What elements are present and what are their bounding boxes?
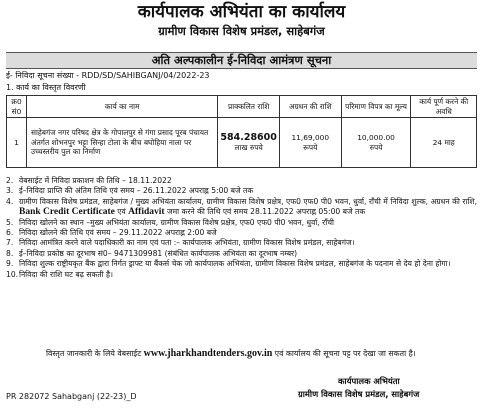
item-number: 4.	[6, 196, 14, 206]
item-text-part: जमा करने की तिथि एवं समय 28.11.2022 अपराह्न 05:00 बजे तक	[166, 207, 366, 217]
list-item	[6, 259, 477, 269]
col-header-cost: प्राक्कलित राशि	[218, 96, 280, 118]
col-header-emd: अग्रधन की राशि	[279, 96, 341, 118]
cost-unit: लाख रुपये	[234, 142, 263, 152]
notice-items	[6, 176, 477, 280]
list-item	[6, 228, 477, 238]
item-text: निविदा खोलने का स्थान –मुख्य अभियंता कार्यालय, ग्रामीण विकास विशेष प्रक्षेत्र, एफ0 एफ0 पी0 भवन, धुर्वा, राँची	[19, 217, 334, 227]
emd-value: 11,69,000	[291, 133, 330, 142]
col-header-name: कार्य का नाम	[26, 96, 217, 118]
item-number: 9.	[6, 259, 14, 269]
item-text: निविदा शुल्क राष्ट्रीयकृत बैंक द्वारा निर्गत ड्राफ्ट या बैंकर्स चेक जो कार्यपालक अभियंता, ग्रामीण विकास विशेष प्रमंडल, साहेबगंज के पदनाम से देय हो देना होगा।	[19, 259, 451, 269]
item-text: वेबसाईट में निविदा प्रकाशन की तिथि – 18.11.2022	[19, 176, 172, 185]
item-text: निविदा खोलने की तिथि एवं समय – 29.11.2022 अपराह्न 2:00 बजे	[19, 228, 217, 238]
emd-unit: रूपये	[303, 142, 318, 152]
list-item	[6, 218, 477, 228]
item-text: ई–निविदा प्राप्ति की अंतिम तिथि एवं समय – 26.11.2022 अपराह्न 5:00 बजे तक	[19, 186, 254, 196]
work-details-table	[6, 95, 477, 168]
affidavit: Affidavit	[128, 207, 165, 218]
item-number: 2.	[6, 176, 14, 185]
item-number: 5.	[6, 217, 14, 227]
list-item	[6, 238, 477, 248]
notice-number: ई- निविदा सूचना संख्या - RDD/SD/SAHIBGANJ/04/2022-23	[6, 71, 210, 80]
pr-number: PR 282072 Sahabganj (22-23)_D	[6, 392, 137, 401]
list-item	[6, 197, 477, 218]
cell-doc-fee	[341, 118, 411, 168]
col-header-period: कार्य पूर्ण करने की अवधि	[411, 96, 477, 118]
list-item	[6, 270, 477, 280]
item-text-part: एवं	[117, 207, 126, 217]
col-header-doc-fee: परिमाण विपत्र का मूल्य	[341, 96, 411, 118]
office-title: कार्यपालक अभियंता का कार्यालय	[137, 2, 346, 22]
item-text: निविदा की राशि घट बढ़ सकती है।	[19, 269, 113, 279]
item-number: 8.	[6, 248, 14, 258]
fee-unit: रुपये	[369, 142, 383, 152]
cell-cost	[218, 118, 280, 168]
cell-sno: 1	[7, 118, 27, 168]
item-text: ई–निविदा प्रकोष्ठ का दूरभाष सं0– 9471309981 (संबंधित कार्यपालक अभियंता का दूरभाष नम्बर)	[19, 248, 298, 258]
fee-value: 10,000.00	[357, 133, 395, 142]
table-row	[7, 118, 477, 168]
item-number: 10.	[6, 269, 19, 279]
signature-office: ग्रामीण विकास विशेष प्रमंडल, साहेबगंज	[298, 389, 420, 399]
item-text: निविदा आमंत्रित करने वाले पदाधिकारी का नाम एवं पता :– कार्यपालक अभियंता, ग्रामीण विकास विशेष प्रमंडल, साहेबगंज।	[19, 238, 355, 248]
cell-period: 24 माह	[411, 118, 477, 168]
list-item	[6, 186, 477, 196]
item-number: 7.	[6, 238, 14, 248]
cell-emd	[279, 118, 341, 168]
col-header-sno: क्र0 सं0	[7, 96, 27, 118]
notice-heading: अति अल्पकालीन ई-निविदा आमंत्रण सूचना	[6, 52, 477, 69]
item-number: 3.	[6, 186, 14, 196]
signature-designation: कार्यपालक अभियंता	[338, 376, 400, 386]
item-1-heading: 1. कार्य का विस्तृत विवरणी	[6, 83, 86, 92]
item-number: 6.	[6, 228, 14, 238]
more-info-pre: विस्तृत जानकारी के लिये वेबसाईट	[46, 349, 142, 358]
table-header-row	[7, 96, 477, 118]
bank-credit-certificate: Bank Credit Certificate	[19, 207, 115, 218]
item-text-part: ग्रामीण विकास विशेष प्रमंडल, साहेबगंज / मुख्य अभियंता कार्यालय, ग्रामीण विकास विशेष प्रक्षेत्र, एफ0 एफ0 पी0 भवन, धुर्वा, राँची में निविदा शुल्क, अग्रधन की राशि,	[19, 196, 477, 206]
more-info-post: एवं कार्यालय की सूचना पट्ट पर देखा जा सकता है।	[274, 349, 416, 358]
list-item	[6, 249, 477, 259]
division-subtitle: ग्रामीण विकास विशेष प्रमंडल, साहेबगंज	[158, 24, 325, 38]
item-text	[19, 197, 477, 218]
cell-work-name: साहेबगंज नगर परिषद क्षेत्र के गोपालपुर से गंगा प्रसाद पूरब पंचायत अंतर्गत शोभनपुर भट्टा सिन्हा टोला के बीच बघोहिया नाला पर उच्चस्तरीय पुल का निर्माण	[26, 118, 217, 168]
cost-value: 584.28600	[220, 132, 277, 143]
website-link[interactable]: www.jharkhandtenders.gov.in	[143, 348, 273, 359]
more-info-note	[6, 349, 477, 360]
list-item	[6, 176, 477, 186]
